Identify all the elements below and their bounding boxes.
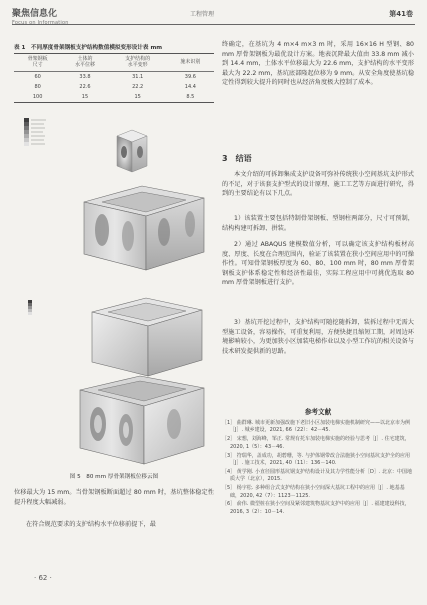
table-row (14, 92, 214, 103)
reference-item: ［1］ 曲群琳. 城市更新加强改施下老旧小区加装电梯实施机制研究——以北京市为例［J］. 城乡建设，2021, 66（22）：42－45. (222, 420, 410, 434)
table-cell: 80 (34, 83, 41, 90)
contour-image-4 (80, 376, 204, 464)
table-cell: 60 (34, 73, 41, 80)
page-number: · 62 · (34, 574, 52, 582)
body-paragraph: 1）该装置主要包括特制骨架钢板、型钢柱两部分，尺寸可预制，结构构建可拆卸、拼装。 (222, 215, 414, 232)
references-heading: 参考文献 (304, 408, 332, 416)
body-paragraph: 3）基坑开挖过程中，支护结构可随挖随拆卸，装拆过程中无需大型施工设备，容易操作，可重复利用，方便快捷且缩短工期，对周边环境影响较小，为更加狭小区加装电梯作业以及小型工作坑的相关设备与技术研发提供新的思路。 (222, 319, 414, 355)
header-rule (12, 24, 415, 25)
table-header-row (14, 54, 214, 72)
displacement-contour-figure (14, 114, 214, 470)
journal-name (12, 6, 69, 26)
body-paragraph: 2）通过 ABAQUS 建模数值分析，可以确定该支护结构板材高度、厚度、长度在合理范围内，验证了该装置在狭小空间应用中的可操作性。可知骨架钢板厚度为 60、80、100 mm 时，80 mm 厚骨架钢板支护体系稳定性和经济性最佳，实际工程应用中可挑优选取 80 mm 厚骨架钢板进行支护。 (222, 241, 414, 287)
data-table (14, 53, 214, 103)
section-heading: 3 结语 (222, 154, 252, 163)
reference-item: ［3］ 符瑞华，盖成功，胡碧珊，等. 与护体钢带改合法施狭小空间基坑支护全的应用［J］. 施工技术，2021, 40（11）：136－140. (222, 452, 410, 466)
reference-item: ［5］ 杨宇松. 多种组合式支护结构在狭小空间深大基坑工程中的应用［J］. 地基基础，2020, 42（7）：1123－1125. (222, 485, 405, 499)
body-paragraph: 终确定，在基坑为 4 m×4 m×3 m 时，采用 16×16 H 型钢、80 mm 厚骨架钢板为最优设计方案。地表沉降最大值由 33.8 mm 减小到 14.4 mm，土体水平位移最大为 22.6 mm，支护结构的水平变形最大为 22.2 mm，基坑底部隆起位移为 9 mm。从安全角度使基坑稳定性得到较大提升的同时也从经济角度极大控制了成本。 (222, 41, 415, 87)
contour-image-3 (28, 298, 202, 376)
volume-label: 第41卷 (389, 10, 413, 18)
table-cell: 22.2 (132, 83, 144, 90)
reference-item: ［6］ 俞伟. 微型桩在狭小空间及紧邻建筑物基坑支护中的应用［J］. 福建建设科技，2016, 3（2）：10－14. (222, 501, 410, 515)
body-paragraph: 位移最大为 15 mm。当骨架钢板断面超过 80 mm 时，基坑整体稳定性提升程度大幅减弱。 (14, 489, 214, 506)
table-header-cell: 土体的 水平位移 (74, 56, 95, 69)
reference-item: ［4］ 黄学刚. 小直径圆形基坑钢支护结构设计及其力学性能分析［D］. 北京：中国地质大学（北京），2015. (222, 468, 412, 483)
table-cell: 39.6 (184, 73, 196, 80)
references-list (222, 420, 414, 518)
table-row (14, 71, 214, 82)
table-header-cell: 骨架钢板 尺寸 (27, 56, 48, 69)
table-cell: 8.5 (186, 94, 195, 100)
table-cell: 15 (81, 94, 89, 100)
table-title: 表 1 不同厚度骨架钢板支护结构数值模拟变形设计表 mm (14, 45, 163, 51)
table-cell: 22.6 (79, 83, 91, 90)
reference-item: ［2］ 宋想，刘海峰，邹正. 常规有托车加装电梯实施的经验与思考［J］. 住宅建筑，2020, 1（5）：43－46. (222, 436, 410, 450)
table-cell: 15 (134, 94, 141, 100)
table-header-cell: 施未识别 (180, 59, 201, 66)
table-cell: 14.4 (184, 83, 196, 90)
section-label: 工程管理 (190, 11, 215, 18)
figure-caption: 图 5 80 mm 厚骨架钢板位移云图 (69, 474, 159, 480)
journal-name-cn: 聚焦信息化 (12, 9, 58, 19)
journal-name-en: Focus on Information (12, 20, 69, 26)
table-row (14, 82, 214, 92)
body-paragraph: 本文介绍的可拆卸集成支护设备可弥补传统狭小空间基坑支护形式的不足，对于该套支护型式的设计原理、施工工艺等方面进行研究，得到的主要结论有以下几点。 (222, 171, 414, 198)
table-header-cell: 支护结构的 水平变形 (125, 56, 151, 69)
table-cell: 31.1 (132, 73, 144, 80)
color-legend-small (28, 300, 32, 315)
table-cell: 100 (32, 94, 43, 100)
body-paragraph: 在符合规范要求的支护结构水平位移前提下，最 (26, 521, 156, 528)
contour-image-1 (24, 118, 147, 172)
contour-image-2 (84, 186, 204, 270)
table-cell: 33.8 (79, 73, 91, 80)
color-legend (24, 118, 46, 146)
